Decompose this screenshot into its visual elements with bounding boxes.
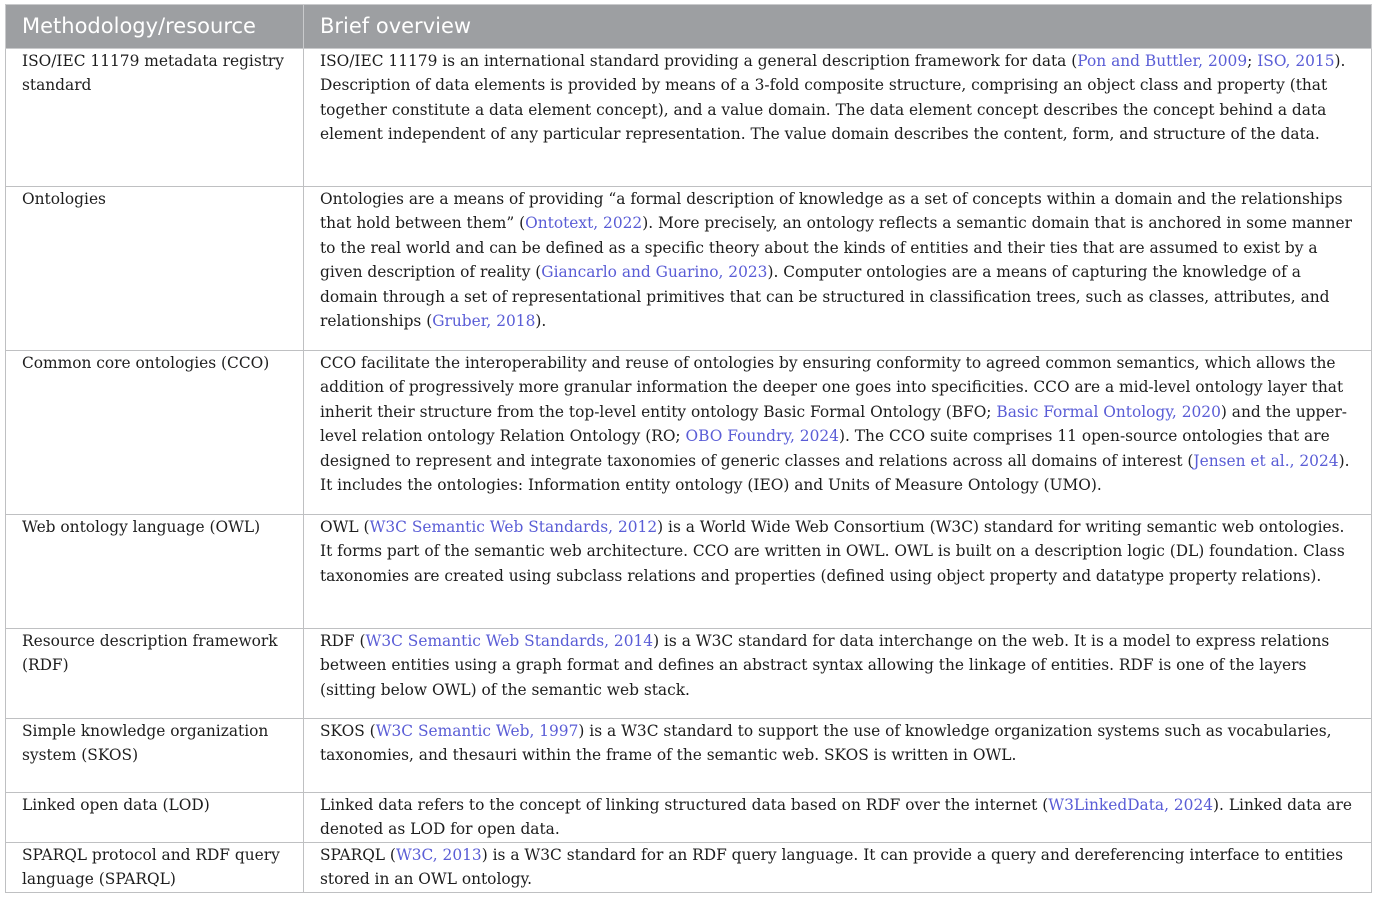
overview-text-segment: SPARQL ( <box>320 846 396 864</box>
table-row <box>6 629 1372 719</box>
citation-link[interactable]: Basic Formal Ontology, 2020 <box>996 402 1221 421</box>
overview-text-segment: ) is a W3C standard to support the use of knowledge organization systems such as vocabularies, taxonomies, and thesauri within the frame of the semantic web. SKOS is written in OWL. <box>320 722 1332 765</box>
citation-link[interactable]: Ontotext, 2022 <box>525 214 643 233</box>
header-row <box>6 5 1372 49</box>
overview-text-segment: ) and the upper-level relation ontology Relation Ontology (RO; <box>320 402 1347 446</box>
methodology-name: Simple knowledge organization system (SKOS) <box>6 719 304 793</box>
citation-link[interactable]: Pon and Buttler, 2009 <box>1077 52 1248 70</box>
overview-text-segment: ). Computer ontologies are a means of capturing the knowledge of a domain through a set of representational primitives that can be structured in classification trees, such as classes, attributes, and relationships ( <box>320 263 1330 331</box>
table-row <box>6 351 1372 515</box>
table-row <box>6 719 1372 793</box>
overview-text <box>304 187 1372 351</box>
overview-text-segment: ) is a W3C standard for an RDF query language. It can provide a query and dereferencing interface to entities stored in an OWL ontology. <box>320 846 1343 889</box>
table-row <box>6 49 1372 187</box>
citation-link[interactable]: OBO Foundry, 2024 <box>685 427 839 446</box>
overview-text <box>304 351 1372 515</box>
methodology-name: Linked open data (LOD) <box>6 793 304 843</box>
methodology-name: SPARQL protocol and RDF query language (SPARQL) <box>6 843 304 893</box>
table-row <box>6 843 1372 893</box>
overview-text-segment: ISO/IEC 11179 is an international standard providing a general description framework for data ( <box>320 52 1078 70</box>
overview-text-segment: ). More precisely, an ontology reflects a semantic domain that is anchored in some manner to the real world and can be defined as a specific theory about the kinds of entities and their ties that are assumed to exist by a given description of reality ( <box>320 214 1352 282</box>
overview-text-segment: ). Description of data elements is provided by means of a 3-fold composite structure, comprising an object class and property (that together constitute a data element concept), and a value domain. The data element concept describes the concept behind a data element independent of any particular representation. The value domain describes the content, form, and structure of the data. <box>320 52 1346 144</box>
header-methodology: Methodology/resource <box>6 5 304 49</box>
citation-link[interactable]: W3LinkedData, 2024 <box>1048 796 1214 814</box>
overview-text-segment: ). <box>535 312 547 331</box>
table-body <box>6 49 1372 893</box>
overview-text-segment: ) is a World Wide Web Consortium (W3C) standard for writing semantic web ontologies. It forms part of the semantic web architecture. CCO are written in OWL. OWL is built on a description logic (DL) foundation. Class taxonomies are created using subclass relations and properties (defined using object property and datatype property relations). <box>320 518 1345 585</box>
citation-link[interactable]: W3C, 2013 <box>395 846 482 864</box>
overview-text-segment: ). The CCO suite comprises 11 open-source ontologies that are designed to represent and integrate taxonomies of generic classes and relations across all domains of interest ( <box>320 427 1330 470</box>
table-row <box>6 793 1372 843</box>
citation-link[interactable]: W3C Semantic Web Standards, 2014 <box>365 632 654 650</box>
methodology-table <box>5 4 1372 893</box>
citation-link[interactable]: W3C Semantic Web, 1997 <box>375 722 579 740</box>
overview-text <box>304 515 1372 629</box>
citation-link[interactable]: ISO, 2015 <box>1257 52 1335 70</box>
overview-text <box>304 719 1372 793</box>
table-row <box>6 515 1372 629</box>
overview-text <box>304 843 1372 893</box>
citation-link[interactable]: Jensen et al., 2024 <box>1193 451 1339 470</box>
methodology-name: Web ontology language (OWL) <box>6 515 304 629</box>
methodology-name: ISO/IEC 11179 metadata registry standard <box>6 49 304 187</box>
overview-text-segment: ). Linked data are denoted as LOD for open data. <box>320 796 1352 839</box>
overview-text-segment: SKOS ( <box>320 722 376 740</box>
overview-text-segment: ) is a W3C standard for data interchange on the web. It is a model to express relations between entities using a graph format and defines an abstract syntax allowing the linkage of entities. RDF is one of the layers (sitting below OWL) of the semantic web stack. <box>320 632 1330 699</box>
overview-text-segment: CCO facilitate the interoperability and reuse of ontologies by ensuring conformity to agreed common semantics, which allows the addition of progressively more granular information the deeper one goes into specificities. CCO are a mid-level ontology layer that inherit their structure from the top-level entity ontology Basic Formal Ontology (BFO; <box>320 354 1344 421</box>
overview-text <box>304 629 1372 719</box>
methodology-name: Resource description framework (RDF) <box>6 629 304 719</box>
overview-text-segment: ). It includes the ontologies: Information entity ontology (IEO) and Units of Measure Ontology (UMO). <box>320 451 1350 495</box>
header-overview: Brief overview <box>304 5 1372 49</box>
methodology-name: Ontologies <box>6 187 304 351</box>
citation-link[interactable]: W3C Semantic Web Standards, 2012 <box>369 518 658 536</box>
overview-text-segment: ; <box>1247 52 1258 70</box>
overview-text-segment: OWL ( <box>320 518 370 536</box>
citation-link[interactable]: Giancarlo and Guarino, 2023 <box>541 263 768 282</box>
overview-text-segment: RDF ( <box>320 632 366 650</box>
table-header <box>6 5 1372 49</box>
overview-text-segment: Ontologies are a means of providing “a formal description of knowledge as a set of concepts within a domain and the relationships that hold between them” ( <box>320 190 1343 233</box>
overview-text <box>304 49 1372 187</box>
overview-text-segment: Linked data refers to the concept of linking structured data based on RDF over the internet ( <box>320 796 1049 814</box>
methodology-name: Common core ontologies (CCO) <box>6 351 304 515</box>
citation-link[interactable]: Gruber, 2018 <box>432 312 536 331</box>
table-row <box>6 187 1372 351</box>
overview-text <box>304 793 1372 843</box>
